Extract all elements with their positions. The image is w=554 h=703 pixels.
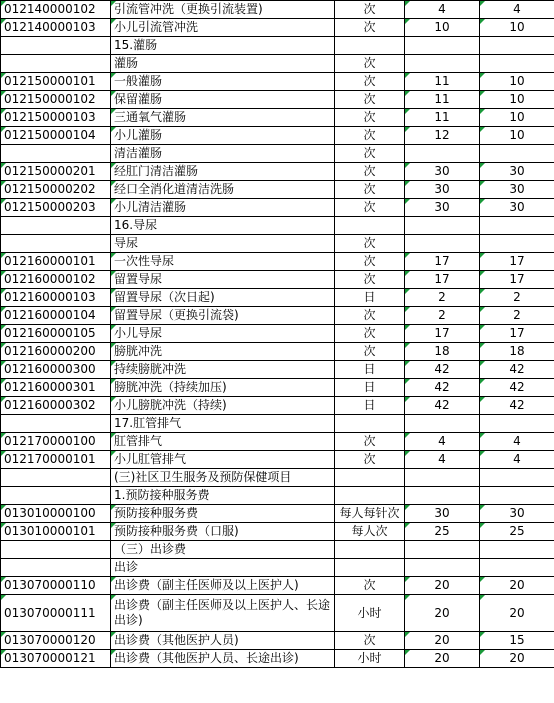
price-cell-1: 20: [405, 595, 480, 632]
price-cell-2: [480, 37, 554, 55]
code-cell: 012140000102: [1, 1, 111, 19]
code-cell: 012160000105: [1, 325, 111, 343]
code-cell: 012160000301: [1, 379, 111, 397]
unit-cell: 日: [335, 361, 405, 379]
price-cell-1: 20: [405, 650, 480, 668]
item-name-cell: 出诊费（其他医护人员、长途出诊): [111, 650, 335, 668]
item-name-cell: 预防接种服务费（口服): [111, 523, 335, 541]
unit-cell: 次: [335, 451, 405, 469]
table-row: [1, 181, 554, 199]
table-row: [1, 595, 554, 632]
code-cell: [1, 541, 111, 559]
code-cell: [1, 37, 111, 55]
code-cell: [1, 487, 111, 505]
price-cell-1: 18: [405, 343, 480, 361]
item-name-cell: 出诊费（其他医护人员): [111, 632, 335, 650]
table-row: [1, 559, 554, 577]
price-cell-2: [480, 541, 554, 559]
price-cell-1: [405, 469, 480, 487]
code-cell: [1, 469, 111, 487]
code-cell: 013070000111: [1, 595, 111, 632]
table-row: [1, 127, 554, 145]
price-cell-1: 12: [405, 127, 480, 145]
unit-cell: 次: [335, 325, 405, 343]
price-cell-1: [405, 235, 480, 253]
code-cell: 012160000300: [1, 361, 111, 379]
code-cell: [1, 559, 111, 577]
unit-cell: [335, 541, 405, 559]
code-cell: 013010000100: [1, 505, 111, 523]
price-cell-1: 2: [405, 289, 480, 307]
price-cell-1: [405, 541, 480, 559]
item-name-cell: 小儿灌肠: [111, 127, 335, 145]
price-cell-2: 30: [480, 199, 554, 217]
table-row: [1, 199, 554, 217]
item-name-cell: 灌肠: [111, 55, 335, 73]
table-row: [1, 343, 554, 361]
code-cell: 013070000110: [1, 577, 111, 595]
unit-cell: 次: [335, 307, 405, 325]
table-row: [1, 109, 554, 127]
price-cell-2: 10: [480, 127, 554, 145]
table-row: [1, 145, 554, 163]
unit-cell: 每人每针次: [335, 505, 405, 523]
item-name-cell: 膀胱冲洗（持续加压): [111, 379, 335, 397]
price-cell-2: 42: [480, 361, 554, 379]
item-name-cell: 膀胱冲洗: [111, 343, 335, 361]
code-cell: 012150000202: [1, 181, 111, 199]
price-cell-1: [405, 55, 480, 73]
code-cell: [1, 55, 111, 73]
table-row: [1, 325, 554, 343]
table-row: [1, 523, 554, 541]
item-name-cell: 小儿膀胱冲洗（持续): [111, 397, 335, 415]
code-cell: 013070000120: [1, 632, 111, 650]
price-cell-1: [405, 37, 480, 55]
fee-table-body: [1, 1, 554, 668]
table-row: [1, 361, 554, 379]
price-cell-1: 2: [405, 307, 480, 325]
table-row: [1, 19, 554, 37]
item-name-cell: (三)社区卫生服务及预防保健项目: [111, 469, 335, 487]
price-cell-1: 4: [405, 451, 480, 469]
table-row: [1, 37, 554, 55]
price-cell-2: 10: [480, 19, 554, 37]
price-cell-2: 15: [480, 632, 554, 650]
price-cell-2: [480, 55, 554, 73]
table-row: [1, 451, 554, 469]
unit-cell: 次: [335, 181, 405, 199]
code-cell: 012150000203: [1, 199, 111, 217]
unit-cell: 日: [335, 289, 405, 307]
code-cell: 012160000302: [1, 397, 111, 415]
price-cell-1: 42: [405, 397, 480, 415]
unit-cell: 次: [335, 433, 405, 451]
item-name-cell: 小儿肛管排气: [111, 451, 335, 469]
item-name-cell: 保留灌肠: [111, 91, 335, 109]
price-cell-2: [480, 415, 554, 433]
price-cell-2: 4: [480, 1, 554, 19]
code-cell: 012160000102: [1, 271, 111, 289]
price-cell-1: 4: [405, 1, 480, 19]
price-cell-1: 4: [405, 433, 480, 451]
code-cell: 012150000103: [1, 109, 111, 127]
item-name-cell: 清洁灌肠: [111, 145, 335, 163]
unit-cell: 每人次: [335, 523, 405, 541]
table-row: [1, 469, 554, 487]
item-name-cell: 1.预防接种服务费: [111, 487, 335, 505]
table-row: [1, 505, 554, 523]
table-row: [1, 650, 554, 668]
unit-cell: 次: [335, 632, 405, 650]
code-cell: 012150000102: [1, 91, 111, 109]
code-cell: 013010000101: [1, 523, 111, 541]
code-cell: [1, 415, 111, 433]
unit-cell: [335, 217, 405, 235]
item-name-cell: 三通氧气灌肠: [111, 109, 335, 127]
price-cell-2: 30: [480, 181, 554, 199]
price-cell-1: 11: [405, 73, 480, 91]
item-name-cell: 15.灌肠: [111, 37, 335, 55]
table-row: [1, 632, 554, 650]
price-cell-1: [405, 559, 480, 577]
item-name-cell: 出诊费（副主任医师及以上医护人、长途出诊): [111, 595, 335, 632]
unit-cell: 次: [335, 55, 405, 73]
price-cell-1: [405, 415, 480, 433]
table-row: [1, 217, 554, 235]
unit-cell: 次: [335, 91, 405, 109]
price-cell-1: 30: [405, 505, 480, 523]
table-row: [1, 91, 554, 109]
price-cell-1: [405, 217, 480, 235]
item-name-cell: 经肛门清洁灌肠: [111, 163, 335, 181]
code-cell: [1, 235, 111, 253]
table-row: [1, 1, 554, 19]
price-cell-1: 17: [405, 325, 480, 343]
table-row: [1, 415, 554, 433]
code-cell: 012150000101: [1, 73, 111, 91]
price-cell-2: 17: [480, 325, 554, 343]
price-cell-2: 42: [480, 379, 554, 397]
price-cell-2: [480, 559, 554, 577]
table-row: [1, 163, 554, 181]
table-row: [1, 271, 554, 289]
table-row: [1, 487, 554, 505]
unit-cell: [335, 469, 405, 487]
item-name-cell: 引流管冲洗（更换引流装置): [111, 1, 335, 19]
item-name-cell: 留置导尿: [111, 271, 335, 289]
price-cell-1: 20: [405, 632, 480, 650]
code-cell: 012150000201: [1, 163, 111, 181]
item-name-cell: 小儿导尿: [111, 325, 335, 343]
code-cell: 012170000100: [1, 433, 111, 451]
price-cell-1: 17: [405, 253, 480, 271]
price-cell-2: [480, 487, 554, 505]
item-name-cell: 肛管排气: [111, 433, 335, 451]
code-cell: 012160000200: [1, 343, 111, 361]
price-cell-1: 42: [405, 361, 480, 379]
price-cell-1: 42: [405, 379, 480, 397]
price-cell-1: 30: [405, 163, 480, 181]
table-row: [1, 541, 554, 559]
price-cell-2: 10: [480, 73, 554, 91]
price-cell-2: 20: [480, 595, 554, 632]
table-row: [1, 307, 554, 325]
code-cell: 012150000104: [1, 127, 111, 145]
item-name-cell: 持续膀胱冲洗: [111, 361, 335, 379]
item-name-cell: 16.导尿: [111, 217, 335, 235]
price-cell-2: 4: [480, 433, 554, 451]
item-name-cell: 预防接种服务费: [111, 505, 335, 523]
table-row: [1, 55, 554, 73]
price-cell-1: 11: [405, 109, 480, 127]
code-cell: 012170000101: [1, 451, 111, 469]
item-name-cell: 小儿清洁灌肠: [111, 199, 335, 217]
price-cell-1: [405, 487, 480, 505]
price-cell-2: 10: [480, 91, 554, 109]
table-row: [1, 73, 554, 91]
price-cell-2: 17: [480, 271, 554, 289]
unit-cell: 次: [335, 163, 405, 181]
price-cell-2: 2: [480, 307, 554, 325]
table-row: [1, 397, 554, 415]
item-name-cell: 留置导尿（次日起): [111, 289, 335, 307]
table-row: [1, 379, 554, 397]
code-cell: [1, 145, 111, 163]
price-cell-1: [405, 145, 480, 163]
price-cell-1: 11: [405, 91, 480, 109]
table-row: [1, 577, 554, 595]
price-cell-1: 25: [405, 523, 480, 541]
unit-cell: 次: [335, 19, 405, 37]
item-name-cell: 留置导尿（更换引流袋): [111, 307, 335, 325]
price-cell-2: [480, 217, 554, 235]
price-cell-2: 2: [480, 289, 554, 307]
item-name-cell: 17.肛管排气: [111, 415, 335, 433]
table-row: [1, 253, 554, 271]
unit-cell: [335, 415, 405, 433]
unit-cell: 次: [335, 1, 405, 19]
unit-cell: 次: [335, 109, 405, 127]
unit-cell: 小时: [335, 595, 405, 632]
item-name-cell: 出诊费（副主任医师及以上医护人): [111, 577, 335, 595]
price-cell-1: 20: [405, 577, 480, 595]
code-cell: 012140000103: [1, 19, 111, 37]
unit-cell: 次: [335, 271, 405, 289]
price-cell-2: 20: [480, 650, 554, 668]
unit-cell: 次: [335, 235, 405, 253]
unit-cell: [335, 37, 405, 55]
price-cell-2: [480, 469, 554, 487]
unit-cell: [335, 487, 405, 505]
item-name-cell: 一般灌肠: [111, 73, 335, 91]
price-cell-2: 30: [480, 163, 554, 181]
item-name-cell: 一次性导尿: [111, 253, 335, 271]
price-cell-2: 4: [480, 451, 554, 469]
table-row: [1, 235, 554, 253]
table-row: [1, 289, 554, 307]
price-cell-1: 30: [405, 181, 480, 199]
code-cell: 012160000104: [1, 307, 111, 325]
unit-cell: 次: [335, 343, 405, 361]
unit-cell: 次: [335, 127, 405, 145]
code-cell: 012160000101: [1, 253, 111, 271]
price-cell-2: 42: [480, 397, 554, 415]
unit-cell: 次: [335, 199, 405, 217]
price-cell-1: 17: [405, 271, 480, 289]
code-cell: 013070000121: [1, 650, 111, 668]
unit-cell: 日: [335, 397, 405, 415]
item-name-cell: 导尿: [111, 235, 335, 253]
code-cell: 012160000103: [1, 289, 111, 307]
item-name-cell: 经口全消化道清洁洗肠: [111, 181, 335, 199]
item-name-cell: （三）出诊费: [111, 541, 335, 559]
item-name-cell: 小儿引流管冲洗: [111, 19, 335, 37]
item-name-cell: 出诊: [111, 559, 335, 577]
price-cell-2: 10: [480, 109, 554, 127]
unit-cell: [335, 559, 405, 577]
unit-cell: 次: [335, 73, 405, 91]
table-row: [1, 433, 554, 451]
price-cell-2: 20: [480, 577, 554, 595]
unit-cell: 次: [335, 577, 405, 595]
price-cell-2: [480, 235, 554, 253]
unit-cell: 小时: [335, 650, 405, 668]
price-cell-2: 30: [480, 505, 554, 523]
price-cell-2: [480, 145, 554, 163]
unit-cell: 次: [335, 253, 405, 271]
price-cell-2: 18: [480, 343, 554, 361]
unit-cell: 次: [335, 145, 405, 163]
unit-cell: 日: [335, 379, 405, 397]
code-cell: [1, 217, 111, 235]
price-cell-1: 10: [405, 19, 480, 37]
price-cell-2: 25: [480, 523, 554, 541]
price-cell-2: 17: [480, 253, 554, 271]
price-cell-1: 30: [405, 199, 480, 217]
